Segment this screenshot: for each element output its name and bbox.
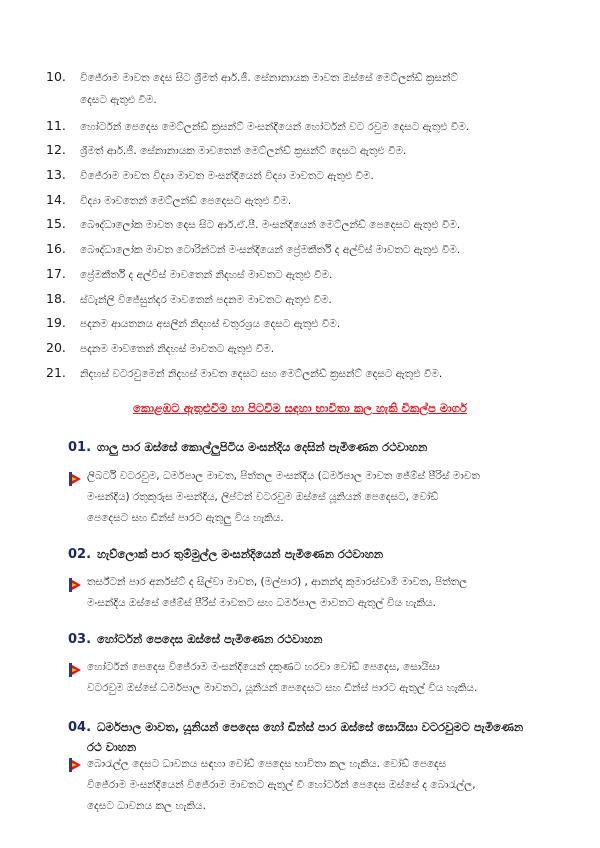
item-number: 14. — [46, 192, 66, 207]
item-text: පදනම ආයතනය අසලින් නිදහස් චතුරශ්‍රය දෙසට ඇතුළු වීම. — [80, 318, 341, 330]
arrow-bullet-icon — [68, 757, 82, 773]
section-title: හෝර්ටන් පෙදෙස ඔස්සේ පැමිණෙන රථවාහන — [97, 632, 323, 646]
item-number: 10. — [46, 69, 66, 84]
item-number: 16. — [46, 241, 66, 256]
list-item — [46, 339, 566, 361]
item-text: ප්‍රේමකීර්ති ද අල්විස් මාවතෙන් නිදහස් මාවතට ඇතුළු වීම. — [80, 269, 333, 281]
section-heading — [68, 632, 568, 647]
arrow-bullet-icon — [68, 471, 82, 487]
list-item — [46, 314, 566, 336]
body-line: පෙදෙසට සහ ඩීන්ස් පාරට ඇතුලු විය හැකිය. — [87, 512, 284, 524]
list-item — [46, 290, 566, 312]
body-line: බොරැල්ල දෙසට ධාවනය සඳහා වෝඩ් පෙදෙස භාවිතා කල හැකිය. වෝඩ් පෙදෙස — [87, 758, 447, 770]
section-heading — [68, 440, 568, 455]
section-number: 02. — [68, 547, 92, 562]
section-body — [87, 657, 563, 699]
arrow-bullet-icon — [68, 662, 82, 678]
item-text: හෝර්ටන් පෙදෙස මෙට්ලන්ඩ් ක්‍රසන්ට් මංසන්දියෙන් හෝර්ටන් වට රවුම දෙසට ඇතුළු වීම. — [80, 121, 470, 133]
body-line: ලිබර්ටි වටරවුම, ධර්මපාල මාවත, පිත්තල මංසන්දිය (ධර්මපාල මාවත ජේම්ස් පීරිස් මාවත — [87, 470, 480, 482]
section-number: 01. — [68, 440, 92, 455]
item-text: ශ්‍රීමත් ආර්.ජී. සේනානායක මාවතෙන් මෙට්ලන්ඩ් ක්‍රසන්ට් දෙසට ඇතුළු වීම. — [80, 145, 407, 157]
item-number: 20. — [46, 340, 66, 355]
list-item — [46, 240, 566, 262]
list-item — [46, 141, 566, 163]
item-text: නිදහස් වටරවුමෙන් නිදහස් මාවත දෙසට සහ මෙට්ලන්ඩ් ක්‍රසන්ට් දෙසට ඇතුළු වීම. — [80, 368, 443, 380]
item-number: 11. — [46, 118, 66, 133]
list-item — [46, 166, 566, 188]
body-line: මංසන්දිය) රතුකුරුස මංසන්දිය, ලිප්ටන් වටරවුම ඔස්සේ යූනියන් පෙදෙසට, වෝඩ් — [87, 491, 439, 503]
body-line: දෙසට ධාවනය කල හැකිය. — [87, 800, 206, 812]
item-text: බෞද්ධාලෝක මාවත දෙස සිට ආර්.ඒ.පී. මංසන්දියෙන් මෙට්ලන්ඩ් පෙදෙසට ඇතුළු වීම. — [80, 219, 461, 231]
item-number: 19. — [46, 315, 66, 330]
section-number: 04. — [68, 720, 92, 735]
section-heading-continued: රථ වාහන — [87, 740, 137, 754]
list-item — [46, 68, 566, 106]
list-item — [46, 117, 566, 139]
item-number: 15. — [46, 216, 66, 231]
item-text: විද්‍යා මාවතෙන් මෙට්ලන්ඩ් පෙදෙසට ඇතුළු වීම. — [80, 195, 292, 207]
item-number: 17. — [46, 266, 66, 281]
list-item — [46, 364, 566, 386]
item-text-continued: දෙසට ඇතුළු වීම. — [80, 94, 157, 106]
body-line: විජේරාම මංසන්දියෙන් විජේරාම මාවතට ඇතුල් වී හෝර්ටන් පෙදෙස ඔස්සේ ද බොරැල්ල, — [87, 779, 476, 791]
item-text: විජේරාම මාවත විද්‍යා මාවත මංසන්දියෙන් විද්‍යා මාවතට ඇතුළු වීම. — [80, 170, 374, 182]
section-body — [87, 572, 563, 614]
item-text: පදනම මාවතෙන් නිදහස් මාවතට ඇතුළු වීම. — [80, 343, 275, 355]
item-text: බෞද්ධාලෝක මාවත ටොරින්ටන් මංසන්දියෙන් ප්‍රේමකීර්ති ද අල්විස් මාවතට ඇතුළු වීම. — [80, 244, 461, 256]
section-body — [87, 754, 563, 817]
list-item — [46, 215, 566, 237]
body-line: වටරවුම ඔස්සේ ධර්මපාල මාවතට, යූනියන් පෙදෙසට සහ ඩීන්ස් පාරට ඇතුල් විය හැකිය. — [87, 682, 478, 694]
body-line: හෝර්ටන් පෙදෙස විජේරාම මංසන්දියෙන් දකුණට හරවා වෝඩ් පෙදෙස, සොයිසා — [87, 661, 440, 673]
item-text: ස්ටැන්ලි විජේසුන්දර මාවතෙන් පදනම මාවතට ඇතුළු වීම. — [80, 294, 332, 306]
section-heading — [68, 720, 568, 735]
section-title: ගාලු පාර ඔස්සේ කොල්ලුපිටිය මංසන්දිය දෙසින් පැමිණෙන රථවාහන — [97, 440, 428, 454]
section-title: ධර්මපාල මාවත, යූනියන් පෙදෙස හෝ ඩීන්ස් පාර ඔස්සේ සොයිසා වටරවුමට පැමිණෙන — [97, 720, 524, 734]
item-number: 21. — [46, 365, 66, 380]
section-number: 03. — [68, 632, 92, 647]
arrow-bullet-icon — [68, 577, 82, 593]
item-number: 13. — [46, 167, 66, 182]
item-number: 12. — [46, 142, 66, 157]
section-title: හැව්ලොක් පාර තුම්මුල්ල මංසන්දියෙන් පැමිණෙන රථවාහන — [97, 547, 384, 561]
list-item — [46, 265, 566, 287]
body-line: මංසන්දිය ඔස්සේ ජේම්ස් පීරිස් මාවතට සහ ධර්මපාල මාවතට ඇතුල් විය හැකිය. — [87, 597, 436, 609]
section-body — [87, 466, 563, 529]
section-heading — [68, 547, 568, 562]
list-item — [46, 191, 566, 213]
alternative-routes-heading: කොළඹට ඇතුළුවීම හා පිටවීම සඳහා භාවිතා කල හැකි විකල්ප මාර්ග — [133, 401, 467, 415]
body-line: තර්ස්ටන් පාර අර්නස්ට් ද සිල්වා මාවත, (මල්පාර) , ආනන්ද කුමාරස්වාමි මාවත, පිත්තල — [87, 576, 468, 588]
item-number: 18. — [46, 291, 66, 306]
item-text: විජේරාම මාවත දෙස සිට ශ්‍රීමත් ආර්.ජී. සේනානායක මාවත ඔස්සේ මෙට්ලන්ඩ් ක්‍රසන්ට් — [80, 72, 459, 84]
